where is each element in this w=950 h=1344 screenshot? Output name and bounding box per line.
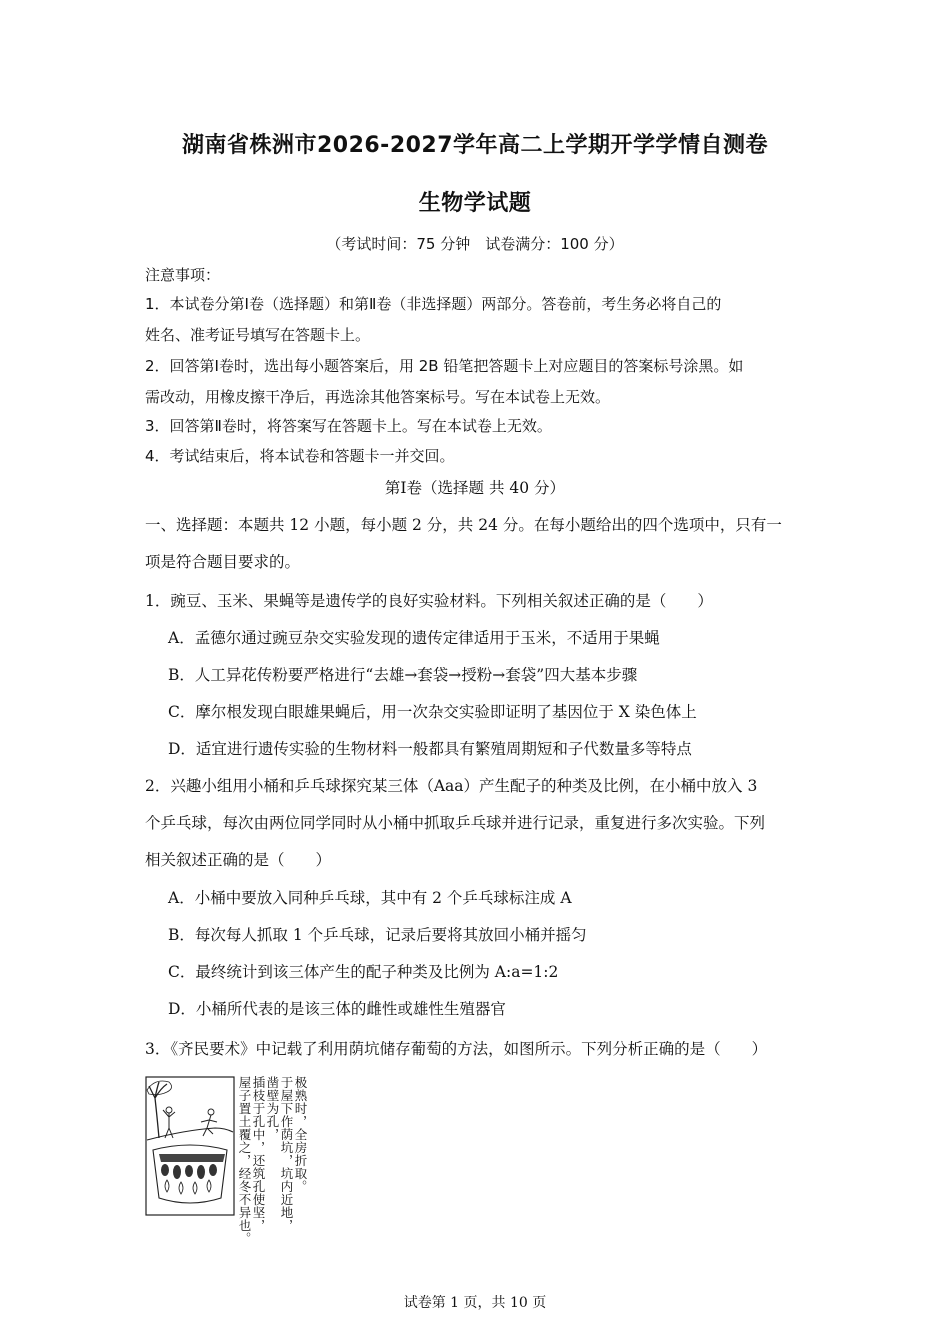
notice-line: 2．回答第Ⅰ卷时，选出每小题答案后，用 2B 铅笔把答题卡上对应题目的答案标号涂黑。如 xyxy=(145,357,744,375)
page-footer: 试卷第 1 页，共 10 页 xyxy=(403,1295,547,1311)
question-1-stem: 1．豌豆、玉米、果蝇等是遗传学的良好实验材料。下列相关叙述正确的是（ ） xyxy=(145,592,713,610)
exam-title: 湖南省株洲市2026-2027学年高二上学期开学学情自测卷 xyxy=(181,133,769,158)
question-1-option-d: D．适宜进行遗传实验的生物材料一般都具有繁殖周期短和子代数量多等特点 xyxy=(168,740,692,758)
section-intro: 项是符合题目要求的。 xyxy=(145,553,301,571)
exam-subtitle: 生物学试题 xyxy=(418,191,532,216)
question-1-option-b: B．人工异花传粉要严格进行“去雄→套袋→授粉→套袋”四大基本步骤 xyxy=(168,666,638,684)
figure-caption xyxy=(237,1076,308,1245)
exam-info: （考试时间：75 分钟 试卷满分：100 分） xyxy=(326,235,624,253)
section-title: 第Ⅰ卷（选择题 共 40 分） xyxy=(384,479,566,497)
question-2-stem: 2．兴趣小组用小桶和乒乓球探究某三体（Aaa）产生配子的种类及比例，在小桶中放入 3 xyxy=(145,777,758,795)
question-3-stem: 3．《齐民要术》中记载了利用荫坑储存葡萄的方法，如图所示。下列分析正确的是（ ） xyxy=(145,1040,768,1058)
notice-heading: 注意事项： xyxy=(145,266,221,284)
grape-storage-illustration xyxy=(145,1076,235,1216)
figure-caption-column: 凿壁为孔， xyxy=(265,1076,280,1141)
question-2-stem: 个乒乓球，每次由两位同学同时从小桶中抓取乒乓球并进行记录，重复进行多次实验。下列 xyxy=(145,814,766,832)
question-1-option-c: C．摩尔根发现白眼雄果蝇后，用一次杂交实验即证明了基因位于 X 染色体上 xyxy=(168,703,697,721)
question-2-option-d: D．小桶所代表的是该三体的雌性或雄性生殖器官 xyxy=(168,1000,506,1018)
notice-line: 需改动，用橡皮擦干净后，再选涂其他答案标号。写在本试卷上无效。 xyxy=(145,388,611,406)
notice-line: 姓名、准考证号填写在答题卡上。 xyxy=(145,326,371,344)
section-intro: 一、选择题：本题共 12 小题，每小题 2 分，共 24 分。在每小题给出的四个选项中，只有一 xyxy=(145,516,782,534)
question-2-stem: 相关叙述正确的是（ ） xyxy=(145,851,332,869)
notice-line: 3．回答第Ⅱ卷时，将答案写在答题卡上。写在本试卷上无效。 xyxy=(145,417,552,435)
notice-line: 4．考试结束后，将本试卷和答题卡一并交回。 xyxy=(145,447,455,465)
question-2-option-c: C．最终统计到该三体产生的配子种类及比例为 A:a=1:2 xyxy=(168,963,559,981)
question-2-option-b: B．每次每人抓取 1 个乒乓球，记录后要将其放回小桶并摇匀 xyxy=(168,926,587,944)
figure-caption-column: 屋子置土覆之，经冬不异也。 xyxy=(237,1076,252,1245)
figure-caption-column: 极熟时，全房折取。 xyxy=(293,1076,308,1193)
question-2-option-a: A．小桶中要放入同种乒乓球，其中有 2 个乒乓球标注成 A xyxy=(168,889,572,907)
figure-caption-column: 插枝于孔中，还筑孔使坚， xyxy=(251,1076,266,1232)
question-3-figure xyxy=(145,1076,308,1245)
question-1-option-a: A．孟德尔通过豌豆杂交实验发现的遗传定律适用于玉米，不适用于果蝇 xyxy=(168,629,660,647)
notice-line: 1．本试卷分第Ⅰ卷（选择题）和第Ⅱ卷（非选择题）两部分。答卷前，考生务必将自己的 xyxy=(145,295,722,313)
figure-caption-column: 于屋下作荫坑，坑内近地， xyxy=(279,1076,294,1232)
